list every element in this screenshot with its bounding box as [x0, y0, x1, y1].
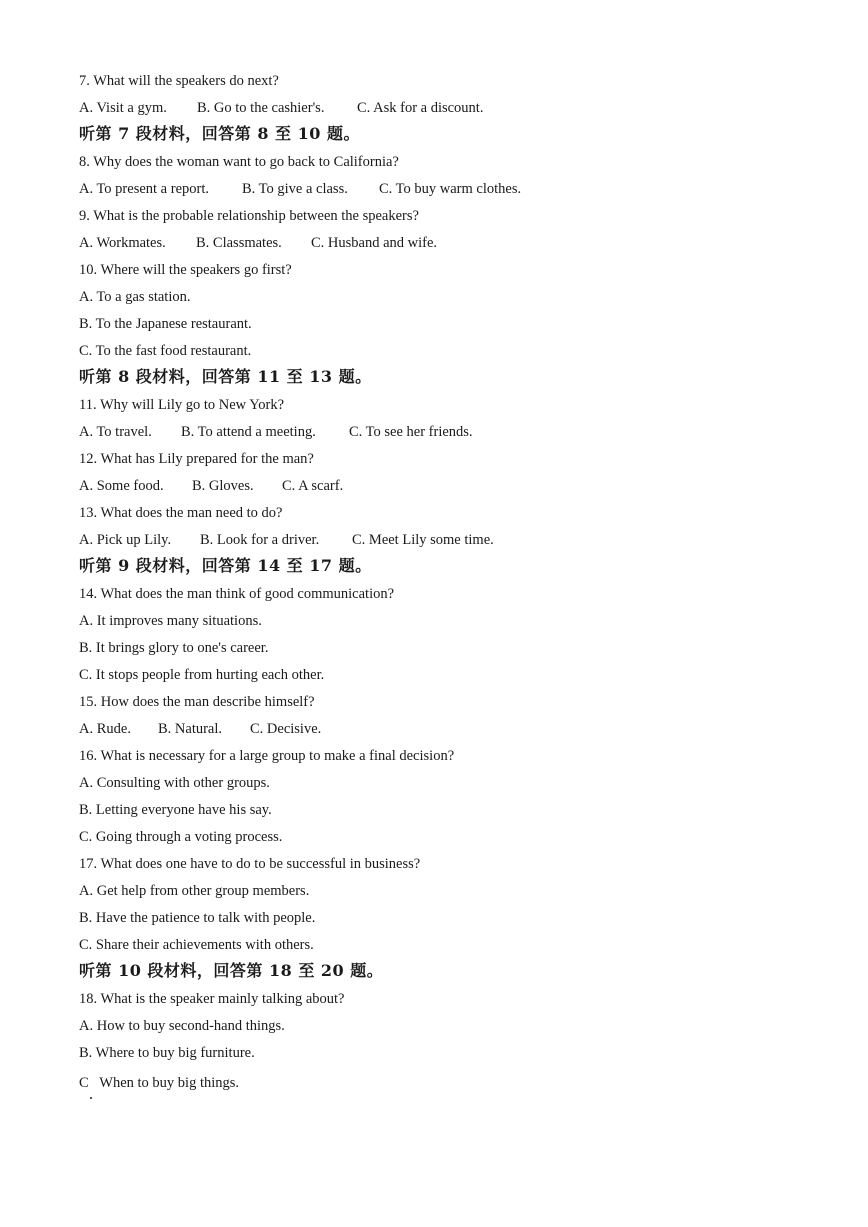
question-16: 16. What is necessary for a large group to make a final decision? [79, 748, 455, 764]
option-a: A. Some food. [79, 478, 164, 494]
option-a: A. To travel. [79, 424, 152, 440]
question-12: 12. What has Lily prepared for the man? [79, 451, 314, 467]
option-c: C. A scarf. [282, 478, 344, 494]
options-9 [79, 234, 437, 252]
option-17-a: A. Get help from other group members. [79, 883, 310, 899]
options-13 [79, 531, 494, 549]
option-16-a: A. Consulting with other groups. [79, 775, 270, 791]
option-18-c: C When to buy big things. [79, 1075, 240, 1091]
option-18-b: B. Where to buy big furniture. [79, 1045, 255, 1061]
option-b: B. Go to the cashier's. [197, 100, 325, 116]
option-b: B. Look for a driver. [200, 532, 320, 548]
option-b: B. Gloves. [192, 478, 254, 494]
option-10-c: C. To the fast food restaurant. [79, 343, 252, 359]
option-b: B. Natural. [158, 721, 223, 737]
section-heading-9: 听第 9 段材料，回答第 14 至 17 题。 [79, 556, 372, 575]
question-11: 11. Why will Lily go to New York? [79, 397, 285, 413]
question-15: 15. How does the man describe himself? [79, 694, 315, 710]
option-18-a: A. How to buy second-hand things. [79, 1018, 285, 1034]
option-10-a: A. To a gas station. [79, 289, 191, 305]
options-12 [79, 477, 343, 495]
options-15 [79, 720, 321, 738]
section-heading-8: 听第 8 段材料，回答第 11 至 13 题。 [79, 367, 372, 386]
question-18: 18. What is the speaker mainly talking about? [79, 991, 345, 1007]
option-b: B. To attend a meeting. [181, 424, 316, 440]
option-a: A. Visit a gym. [79, 100, 167, 116]
option-a: A. To present a report. [79, 181, 209, 197]
option-b: B. To give a class. [242, 181, 348, 197]
options-8 [79, 180, 521, 198]
option-c: C. Meet Lily some time. [352, 532, 494, 548]
question-14: 14. What does the man think of good communication? [79, 586, 395, 602]
question-17: 17. What does one have to do to be successful in business? [79, 856, 421, 872]
option-c: C. To buy warm clothes. [379, 181, 522, 197]
option-c: C. Decisive. [250, 721, 322, 737]
question-7: 7. What will the speakers do next? [79, 73, 279, 89]
option-c: C. Husband and wife. [311, 235, 438, 251]
option-14-b: B. It brings glory to one's career. [79, 640, 269, 656]
option-16-b: B. Letting everyone have his say. [79, 802, 272, 818]
options-7 [79, 99, 483, 117]
options-11 [79, 423, 473, 441]
question-13: 13. What does the man need to do? [79, 505, 283, 521]
option-a: A. Workmates. [79, 235, 166, 251]
option-17-b: B. Have the patience to talk with people. [79, 910, 316, 926]
option-a: A. Pick up Lily. [79, 532, 172, 548]
section-heading-7: 听第 7 段材料，回答第 8 至 10 题。 [79, 124, 360, 143]
option-c: C. Ask for a discount. [357, 100, 484, 116]
option-17-c: C. Share their achievements with others. [79, 937, 314, 953]
option-14-c: C. It stops people from hurting each other. [79, 667, 325, 683]
section-heading-10: 听第 10 段材料，回答第 18 至 20 题。 [79, 961, 384, 980]
option-16-c: C. Going through a voting process. [79, 829, 283, 845]
stray-mark [90, 1097, 92, 1099]
option-14-a: A. It improves many situations. [79, 613, 262, 629]
question-8: 8. Why does the woman want to go back to California? [79, 154, 399, 170]
option-b: B. Classmates. [196, 235, 282, 251]
option-10-b: B. To the Japanese restaurant. [79, 316, 252, 332]
question-10: 10. Where will the speakers go first? [79, 262, 292, 278]
question-9: 9. What is the probable relationship between the speakers? [79, 208, 419, 224]
option-a: A. Rude. [79, 721, 131, 737]
option-c: C. To see her friends. [349, 424, 473, 440]
